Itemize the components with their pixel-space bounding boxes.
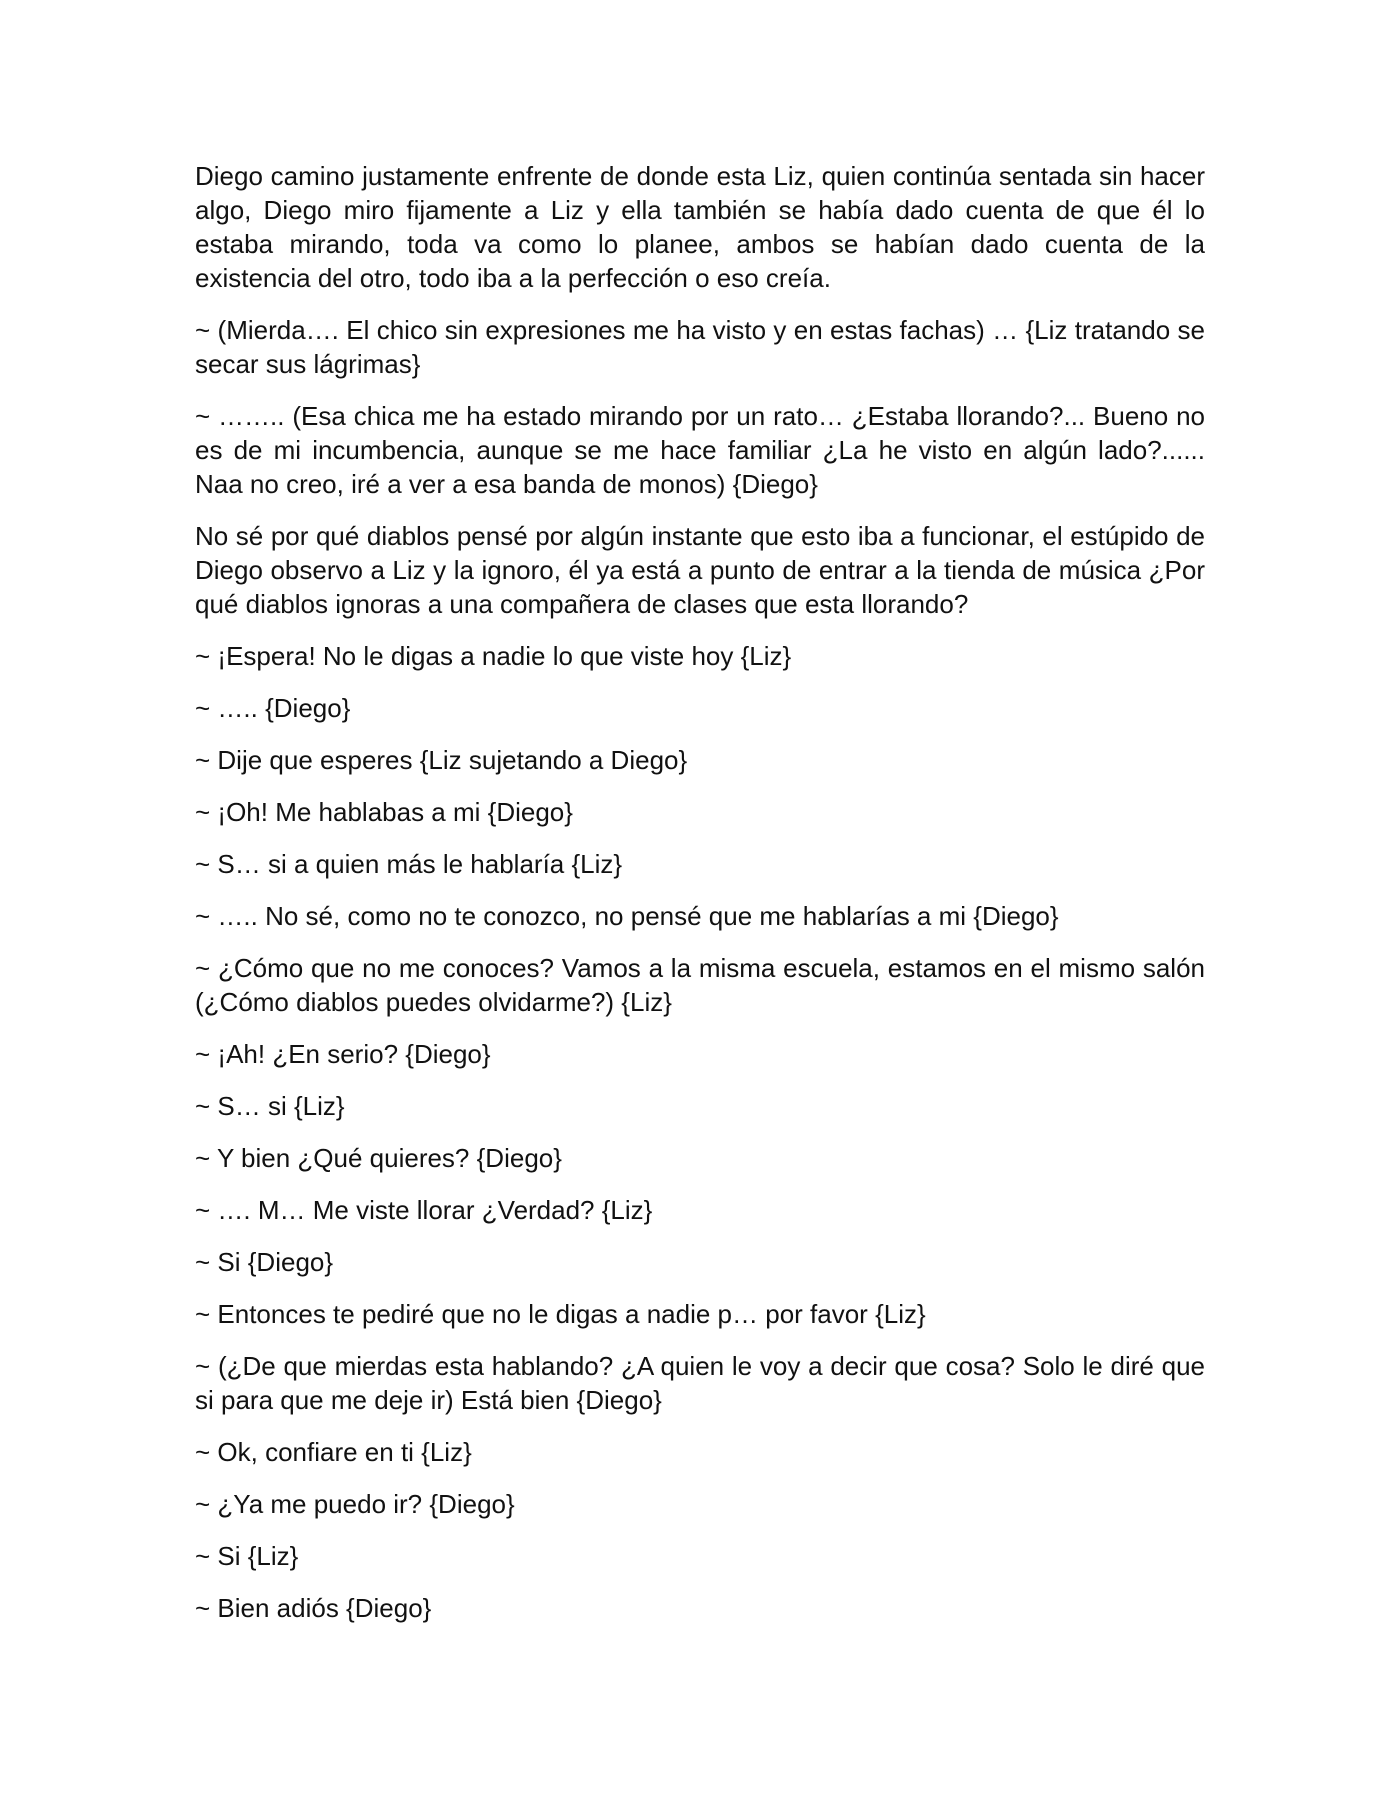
dialogue-line: ~ …. M… Me viste llorar ¿Verdad? {Liz} xyxy=(195,1195,653,1225)
dialogue-line: ~ ….. {Diego} xyxy=(195,693,351,723)
dialogue-line: ~ ¡Oh! Me hablabas a mi {Diego} xyxy=(195,797,573,827)
dialogue-line: ~ …….. (Esa chica me ha estado mirando por un rato… ¿Estaba llorando?... Bueno no es de mi incumbencia, aunque se me hace familiar ¿La he visto en algún lado?...... Naa no creo, iré a ver a esa banda de monos) {Diego} xyxy=(195,401,1205,499)
dialogue-line: ~ S… si {Liz} xyxy=(195,1091,345,1121)
dialogue-line: ~ (Mierda…. El chico sin expresiones me ha visto y en estas fachas) … {Liz tratando se secar sus lágrimas} xyxy=(195,315,1205,379)
dialogue-line: ~ ¿Cómo que no me conoces? Vamos a la misma escuela, estamos en el mismo salón (¿Cómo diablos puedes olvidarme?) {Liz} xyxy=(195,953,1205,1017)
dialogue-line: ~ Si {Diego} xyxy=(195,1247,334,1277)
dialogue-line: ~ Bien adiós {Diego} xyxy=(195,1593,432,1623)
dialogue-line: ~ Ok, confiare en ti {Liz} xyxy=(195,1437,472,1467)
dialogue-line: ~ Entonces te pediré que no le digas a nadie p… por favor {Liz} xyxy=(195,1299,926,1329)
dialogue-line: ~ ….. No sé, como no te conozco, no pensé que me hablarías a mi {Diego} xyxy=(195,901,1059,931)
narration-paragraph: Diego camino justamente enfrente de donde esta Liz, quien continúa sentada sin hacer algo, Diego miro fijamente a Liz y ella también se había dado cuenta de que él lo estaba mirando, toda va como lo planee, ambos se habían dado cuenta de la existencia del otro, todo iba a la perfección o eso creía. xyxy=(195,161,1205,293)
dialogue-line: ~ Y bien ¿Qué quieres? {Diego} xyxy=(195,1143,562,1173)
document-body xyxy=(195,159,1205,1643)
dialogue-line: ~ S… si a quien más le hablaría {Liz} xyxy=(195,849,623,879)
dialogue-line: ~ ¡Espera! No le digas a nadie lo que viste hoy {Liz} xyxy=(195,641,792,671)
dialogue-line: ~ (¿De que mierdas esta hablando? ¿A quien le voy a decir que cosa? Solo le diré que si para que me deje ir) Está bien {Diego} xyxy=(195,1351,1205,1415)
dialogue-line: ~ Si {Liz} xyxy=(195,1541,299,1571)
narration-paragraph: No sé por qué diablos pensé por algún instante que esto iba a funcionar, el estúpido de Diego observo a Liz y la ignoro, él ya está a punto de entrar a la tienda de música ¿Por qué diablos ignoras a una compañera de clases que esta llorando? xyxy=(195,521,1205,619)
dialogue-line: ~ Dije que esperes {Liz sujetando a Diego} xyxy=(195,745,688,775)
dialogue-line: ~ ¿Ya me puedo ir? {Diego} xyxy=(195,1489,515,1519)
dialogue-line: ~ ¡Ah! ¿En serio? {Diego} xyxy=(195,1039,491,1069)
